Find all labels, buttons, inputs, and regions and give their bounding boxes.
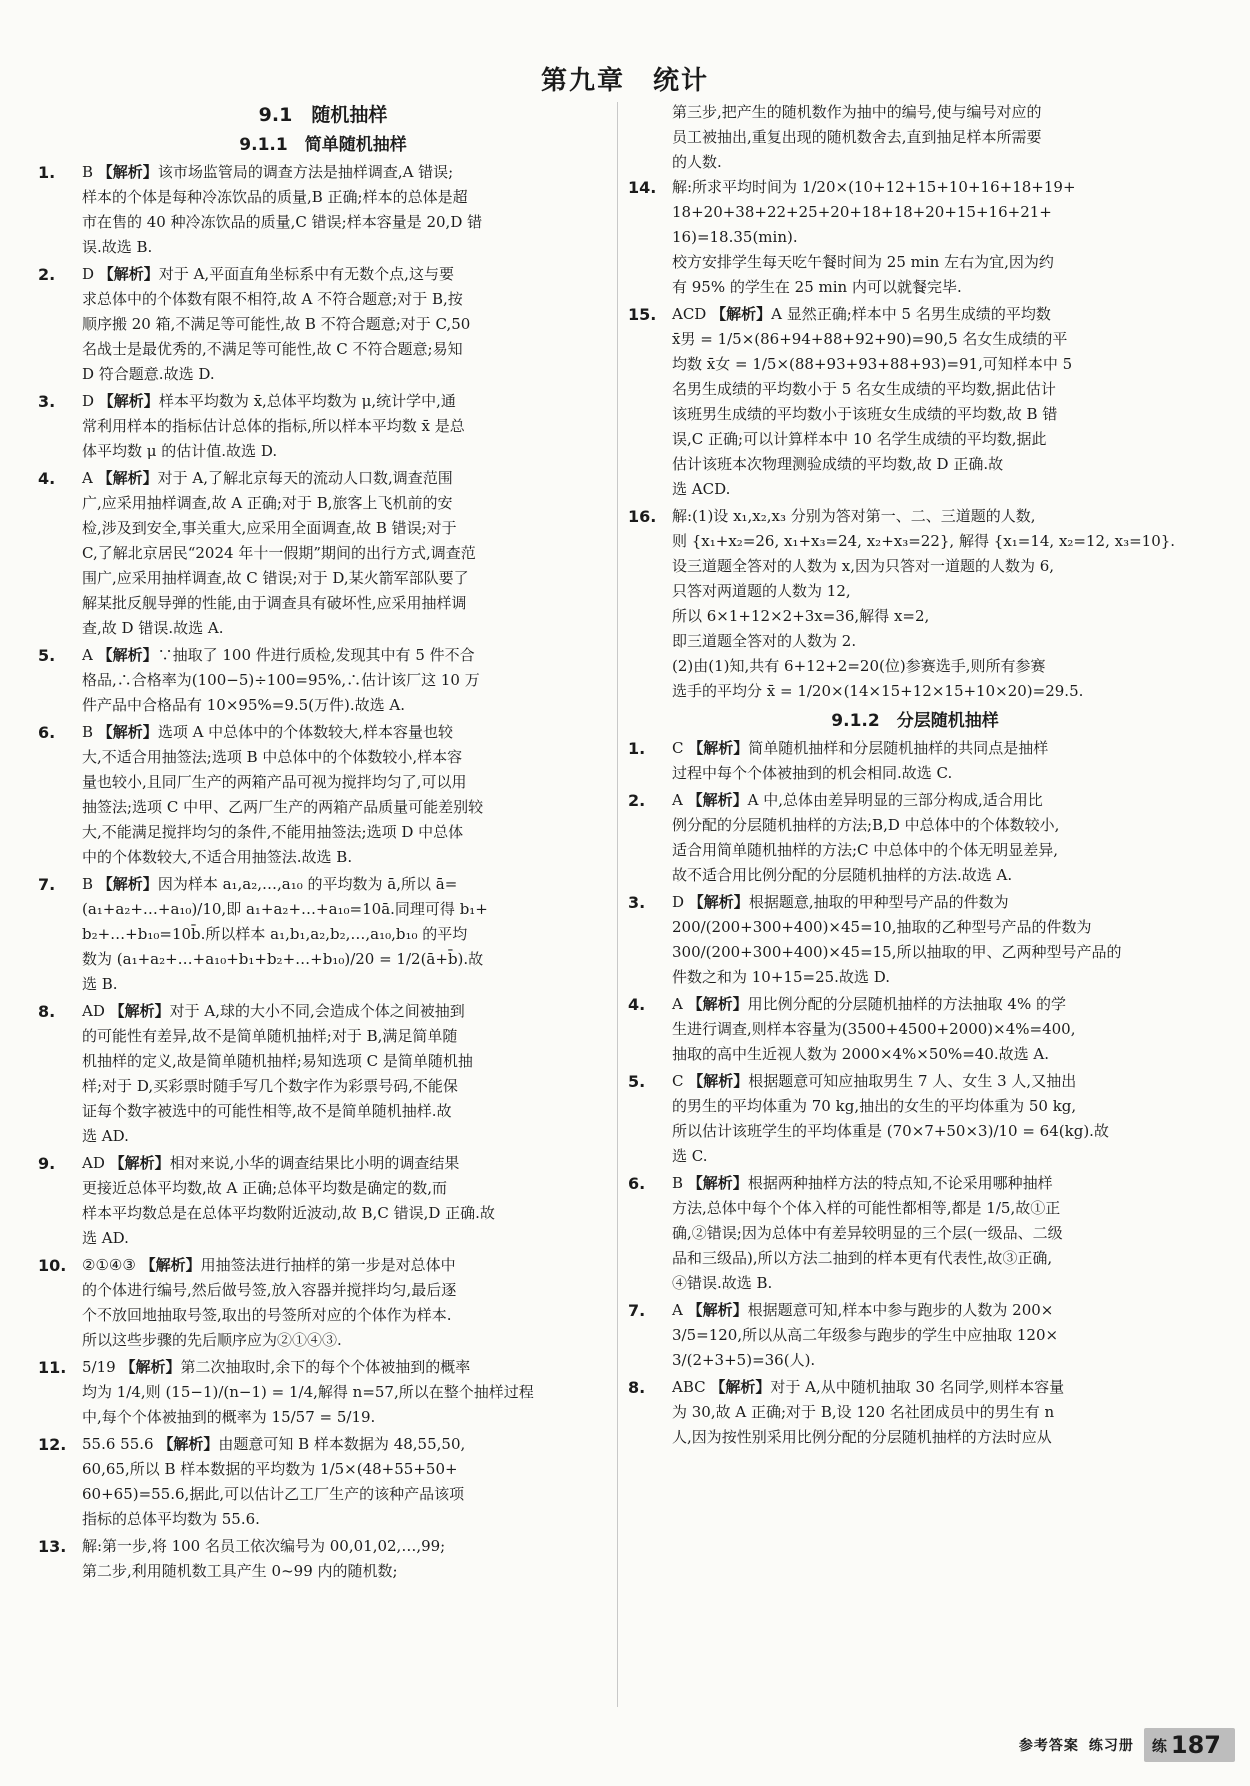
answer-line: 指标的总体平均数为 55.6. (82, 1510, 260, 1528)
answer-text (672, 504, 1202, 704)
answer-item (628, 890, 1202, 990)
answer-line: D 【解析】样本平均数为 x̄,总体平均数为 μ,统计学中,通 (82, 392, 456, 410)
answer-number: 8. (628, 1378, 646, 1397)
answer-line: 中的个体数较大,不适合用抽签法.故选 B. (82, 848, 353, 866)
answer-text (672, 1375, 1202, 1450)
analysis-tag: 【解析】 (687, 995, 748, 1013)
answer-line: 选 AD. (82, 1229, 129, 1247)
answer-line: 3/5=120,所以从高二年级参与跑步的学生中应抽取 120× (672, 1326, 1059, 1344)
analysis-tag: 【解析】 (109, 1002, 170, 1020)
answer-line: 求总体中的个体数有限不相符,故 A 不符合题意;对于 B,按 (82, 290, 463, 308)
answer-line: 名男生成绩的平均数小于 5 名女生成绩的平均数,据此估计 (672, 380, 1056, 398)
answer-line: 件数之和为 10+15=25.故选 D. (672, 968, 890, 986)
answer-line: AD 【解析】相对来说,小华的调查结果比小明的调查结果 (82, 1154, 460, 1172)
answer-number: 9. (38, 1154, 56, 1173)
answer-item (628, 1069, 1202, 1169)
answer-line: 估计该班本次物理测验成绩的平均数,故 D 正确.故 (672, 455, 1004, 473)
answer-line: (a₁+a₂+…+a₁₀)/10,即 a₁+a₂+…+a₁₀=10ā.同理可得 b₁+ (82, 900, 488, 918)
answer-number: 5. (628, 1072, 646, 1091)
answer-line: 200/(200+300+400)×45=10,抽取的乙种型号产品的件数为 (672, 918, 1092, 936)
answer-line: 均数 x̄女 = 1/5×(88+93+93+88+93)=91,可知样本中 5 (672, 355, 1073, 373)
answer-number: 15. (628, 305, 657, 324)
answer-line: 抽取的高中生近视人数为 2000×4%×50%=40.故选 A. (672, 1045, 1050, 1063)
page-footer (935, 1728, 1235, 1762)
answer-number: 13. (38, 1537, 67, 1556)
answer-text (672, 890, 1202, 990)
answer-text (672, 1298, 1202, 1373)
answer-item (628, 302, 1202, 502)
answer-line: 广,应采用抽样调查,故 A 正确;对于 B,旅客上飞机前的安 (82, 494, 453, 512)
answer-text (672, 788, 1202, 888)
answer-line: 机抽样的定义,故是简单随机抽样;易知选项 C 是简单随机抽 (82, 1052, 473, 1070)
analysis-tag: 【解析】 (710, 1378, 771, 1396)
answer-line: 设三道题全答对的人数为 x,因为只答对一道题的人数为 6, (672, 557, 1055, 575)
answer-number: 12. (38, 1435, 67, 1454)
answer-line: 检,涉及到安全,事关重大,应采用全面调查,故 B 错误;对于 (82, 519, 457, 537)
answer-item (38, 999, 608, 1149)
subsection-title-9-1-2: 9.1.2 分层随机抽样 (831, 711, 999, 731)
answer-line: D 【解析】根据题意,抽取的甲种型号产品的件数为 (672, 893, 1009, 911)
answer-line: 样本平均数总是在总体平均数附近波动,故 B,C 错误,D 正确.故 (82, 1204, 495, 1222)
answer-line: 60,65,所以 B 样本数据的平均数为 1/5×(48+55+50+ (82, 1460, 458, 1478)
answer-line: 大,不适合用抽签法;选项 B 中总体中的个体数较小,样本容 (82, 748, 463, 766)
answer-line: C 【解析】根据题意可知应抽取男生 7 人、女生 3 人,又抽出 (672, 1072, 1077, 1090)
left-column (38, 100, 608, 1586)
answer-text (82, 1432, 608, 1532)
footer-workbook: 练习册 (1088, 1738, 1134, 1754)
footer-answers: 参考答案 (1018, 1738, 1079, 1754)
answer-line: 18+20+38+22+25+20+18+18+20+15+16+21+ (672, 203, 1052, 221)
page-number: 187 (1170, 1731, 1221, 1759)
answer-line: A 【解析】∵抽取了 100 件进行质检,发现其中有 5 件不合 (82, 646, 475, 664)
answer-list-right (628, 175, 1202, 704)
answer-text (82, 1534, 608, 1584)
answer-line: 常利用样本的指标估计总体的指标,所以样本平均数 x̄ 是总 (82, 417, 465, 435)
answer-line: 证每个数字被选中的可能性相等,故不是简单随机抽样.故 (82, 1102, 452, 1120)
answer-number: 4. (628, 995, 646, 1014)
answer-line: 格品,∴合格率为(100−5)÷100=95%,∴估计该厂这 10 万 (82, 671, 480, 689)
answer-line: 过程中每个个体被抽到的机会相同.故选 C. (672, 764, 953, 782)
answer-line: 查,故 D 错误.故选 A. (82, 619, 224, 637)
answer-line: 有 95% 的学生在 25 min 内可以就餐完毕. (672, 278, 962, 296)
answer-text (82, 1151, 608, 1251)
answer-line: 方法,总体中每个个体入样的可能性都相等,都是 1/5,故①正 (672, 1199, 1061, 1217)
answer-line: 品和三级品),所以方法二抽到的样本更有代表性,故③正确, (672, 1249, 1053, 1267)
answer-line: AD 【解析】对于 A,球的大小不同,会造成个体之间被抽到 (82, 1002, 465, 1020)
answer-item (628, 736, 1202, 786)
answer-line: 适合用简单随机抽样的方法;C 中总体中的个体无明显差异, (672, 841, 1059, 859)
answer-line: 故不适合用比例分配的分层随机抽样的方法.故选 A. (672, 866, 1013, 884)
answer-text (82, 389, 608, 464)
answer-line: 选 B. (82, 975, 118, 993)
answer-line: 量也较小,且同厂生产的两箱产品可视为搅拌均匀了,可以用 (82, 773, 467, 791)
answer-line: 体平均数 μ 的估计值.故选 D. (82, 442, 278, 460)
answer-line: 的个体进行编号,然后做号签,放入容器并搅拌均匀,最后逐 (82, 1281, 457, 1299)
analysis-tag: 【解析】 (140, 1256, 201, 1274)
answer-line: 员工被抽出,重复出现的随机数舍去,直到抽足样本所需要 (672, 128, 1042, 146)
analysis-tag: 【解析】 (687, 1301, 748, 1319)
answer-line: 第二步,利用随机数工具产生 0~99 内的随机数; (82, 1562, 398, 1580)
answer-number: 7. (628, 1301, 646, 1320)
right-column (628, 100, 1202, 1452)
answer-text (82, 999, 608, 1149)
answer-line: 误,C 正确;可以计算样本中 10 名学生成绩的平均数,据此 (672, 430, 1047, 448)
answer-number: 1. (628, 739, 646, 758)
answer-line: (2)由(1)知,共有 6+12+2=20(位)参赛选手,则所有参赛 (672, 657, 1046, 675)
answer-text (82, 1355, 608, 1430)
answer-line: 解:所求平均时间为 1/20×(10+12+15+10+16+18+19+ (672, 178, 1076, 196)
answer-number: 3. (628, 893, 646, 912)
answer-line: 的可能性有差异,故不是简单随机抽样;对于 B,满足简单随 (82, 1027, 458, 1045)
answer-line: ④错误.故选 B. (672, 1274, 773, 1292)
analysis-tag: 【解析】 (97, 163, 158, 181)
answer-line: C,了解北京居民“2024 年十一假期”期间的出行方式,调查范 (82, 544, 476, 562)
answer-line: 解某批反舰导弹的性能,由于调查具有破坏性,应采用抽样调 (82, 594, 467, 612)
answer-line: 即三道题全答对的人数为 2. (672, 632, 857, 650)
answer-line: B 【解析】该市场监管局的调查方法是抽样调查,A 错误; (82, 163, 454, 181)
answer-line: B 【解析】因为样本 a₁,a₂,…,a₁₀ 的平均数为 ā,所以 ā= (82, 875, 458, 893)
answer-line: 所以估计该班学生的平均体重是 (70×7+50×3)/10 = 64(kg).故 (672, 1122, 1109, 1140)
analysis-tag: 【解析】 (109, 1154, 170, 1172)
answer-line: 抽签法;选项 C 中甲、乙两厂生产的两箱产品质量可能差别较 (82, 798, 484, 816)
answer-item (628, 1298, 1202, 1373)
answer-item (38, 1534, 608, 1584)
answer-line: 300/(200+300+400)×45=15,所以抽取的甲、乙两种型号产品的 (672, 943, 1122, 961)
answer-line: 解:(1)设 x₁,x₂,x₃ 分别为答对第一、二、三道题的人数, (672, 507, 1036, 525)
analysis-tag: 【解析】 (687, 791, 748, 809)
answer-line: 名战士是最优秀的,不满足等可能性,故 C 不符合题意;易知 (82, 340, 463, 358)
answer-line: 个不放回地抽取号签,取出的号签所对应的个体作为样本. (82, 1306, 452, 1324)
answer-line: C 【解析】简单随机抽样和分层随机抽样的共同点是抽样 (672, 739, 1049, 757)
answer-number: 1. (38, 163, 56, 182)
answer-item (628, 1375, 1202, 1450)
answer-item (38, 262, 608, 387)
answer-line: 确,②错误;因为总体中有差异较明显的三个层(一级品、二级 (672, 1224, 1063, 1242)
answer-item (38, 1151, 608, 1251)
answer-line: 55.6 55.6 【解析】由题意可知 B 样本数据为 48,55,50, (82, 1435, 466, 1453)
answer-line: 人,因为按性别采用比例分配的分层随机抽样的方法时应从 (672, 1428, 1052, 1446)
page-mark: 练 (1151, 1736, 1167, 1755)
answer-item (628, 504, 1202, 704)
answer-number: 3. (38, 392, 56, 411)
answer-line: A 【解析】根据题意可知,样本中参与跑步的人数为 200× (672, 1301, 1054, 1319)
answer-line: D 【解析】对于 A,平面直角坐标系中有无数个点,这与要 (82, 265, 454, 283)
answer-line: 则 {x₁+x₂=26, x₁+x₃=24, x₂+x₃=22}, 解得 {x₁=14, x₂=12, x₃=10}. (672, 532, 1176, 550)
analysis-tag: 【解析】 (97, 646, 158, 664)
answer-number: 7. (38, 875, 56, 894)
answer-text (672, 1171, 1202, 1296)
answer-line: 样本的个体是每种冷冻饮品的质量,B 正确;样本的总体是超 (82, 188, 468, 206)
answer-line: 只答对两道题的人数为 12, (672, 582, 851, 600)
answer-13-continued (628, 100, 1202, 175)
answer-line: A 【解析】对于 A,了解北京每天的流动人口数,调查范围 (82, 469, 453, 487)
answer-line: 市在售的 40 种冷冻饮品的质量,C 错误;样本容量是 20,D 错 (82, 213, 483, 231)
analysis-tag: 【解析】 (688, 1072, 749, 1090)
analysis-tag: 【解析】 (97, 469, 158, 487)
analysis-tag: 【解析】 (97, 875, 158, 893)
answer-line: 为 30,故 A 正确;对于 B,设 120 名社团成员中的男生有 n (672, 1403, 1055, 1421)
answer-item (38, 643, 608, 718)
answer-number: 16. (628, 507, 657, 526)
answer-line: ②①④③ 【解析】用抽签法进行抽样的第一步是对总体中 (82, 1256, 456, 1274)
answer-item (38, 872, 608, 997)
analysis-tag: 【解析】 (687, 1174, 748, 1192)
answer-line: 所以 6×1+12×2+3x=36,解得 x=2, (672, 607, 930, 625)
answer-number: 6. (38, 723, 56, 742)
analysis-tag: 【解析】 (711, 305, 772, 323)
answer-number: 14. (628, 178, 657, 197)
answer-line: 3/(2+3+5)=36(人). (672, 1351, 816, 1369)
answer-number: 10. (38, 1256, 67, 1275)
answer-text (672, 302, 1202, 502)
answer-text (82, 720, 608, 870)
answer-item (38, 1253, 608, 1353)
analysis-tag: 【解析】 (98, 265, 159, 283)
answer-line: 样;对于 D,买彩票时随手写几个数字作为彩票号码,不能保 (82, 1077, 458, 1095)
answer-line: 5/19 【解析】第二次抽取时,余下的每个个体被抽到的概率 (82, 1358, 471, 1376)
answer-list-left (38, 160, 608, 1584)
answer-text (82, 643, 608, 718)
answer-line: 选 ACD. (672, 480, 731, 498)
answer-line: 解:第一步,将 100 名员工依次编号为 00,01,02,…,99; (82, 1537, 446, 1555)
answer-text (672, 1069, 1202, 1169)
answer-line: 第三步,把产生的随机数作为抽中的编号,使与编号对应的 (672, 103, 1042, 121)
answer-line: 误.故选 B. (82, 238, 153, 256)
answer-line: 的男生的平均体重为 70 kg,抽出的女生的平均体重为 50 kg, (672, 1097, 1077, 1115)
answer-line: 校方安排学生每天吃午餐时间为 25 min 左右为宜,因为约 (672, 253, 1054, 271)
answer-item (628, 992, 1202, 1067)
answer-number: 11. (38, 1358, 67, 1377)
answer-text (82, 466, 608, 641)
answer-line: B 【解析】根据两种抽样方法的特点知,不论采用哪种抽样 (672, 1174, 1053, 1192)
answer-text (82, 1253, 608, 1353)
answer-line: D 符合题意.故选 D. (82, 365, 215, 383)
answer-number: 2. (38, 265, 56, 284)
answer-line: 围广,应采用抽样调查,故 C 错误;对于 D,某火箭军部队要了 (82, 569, 469, 587)
answer-item (38, 389, 608, 464)
answer-line: 例分配的分层随机抽样的方法;B,D 中总体中的个体数较小, (672, 816, 1060, 834)
subsection-title-9-1-1: 9.1.1 简单随机抽样 (239, 135, 407, 155)
answer-item (38, 720, 608, 870)
answer-text (82, 160, 608, 260)
answer-list-right-9-1-2 (628, 736, 1202, 1450)
column-divider (617, 102, 618, 1707)
answer-line: x̄男 = 1/5×(86+94+88+92+90)=90,5 名女生成绩的平 (672, 330, 1068, 348)
answer-line: B 【解析】选项 A 中总体中的个体数较大,样本容量也较 (82, 723, 453, 741)
answer-line: 选手的平均分 x̄ = 1/20×(14×15+12×15+10×20)=29.5. (672, 682, 1084, 700)
answer-number: 2. (628, 791, 646, 810)
analysis-tag: 【解析】 (97, 723, 158, 741)
answer-line: b₂+…+b₁₀=10b̄.所以样本 a₁,b₁,a₂,b₂,…,a₁₀,b₁₀ 的平均 (82, 925, 468, 943)
answer-item (38, 1432, 608, 1532)
answer-line: 生进行调查,则样本容量为(3500+4500+2000)×4%=400, (672, 1020, 1076, 1038)
answer-line: A 【解析】用比例分配的分层随机抽样的方法抽取 4% 的学 (672, 995, 1066, 1013)
answer-line: 所以这些步骤的先后顺序应为②①④③. (82, 1331, 342, 1349)
answer-line: 数为 (a₁+a₂+…+a₁₀+b₁+b₂+…+b₁₀)/20 = 1/2(ā+b̄).故 (82, 950, 484, 968)
answer-number: 5. (38, 646, 56, 665)
page-number-box (1144, 1728, 1235, 1762)
answer-text (672, 736, 1202, 786)
answer-line: 选 C. (672, 1147, 708, 1165)
answer-item (38, 1355, 608, 1430)
answer-line: A 【解析】A 中,总体由差异明显的三部分构成,适合用比 (672, 791, 1043, 809)
analysis-tag: 【解析】 (98, 392, 159, 410)
answer-line: 顺序搬 20 箱,不满足等可能性,故 B 不符合题意;对于 C,50 (82, 315, 471, 333)
answer-number: 8. (38, 1002, 56, 1021)
answer-line: 件产品中合格品有 10×95%=9.5(万件).故选 A. (82, 696, 406, 714)
answer-line: 选 AD. (82, 1127, 129, 1145)
answer-line: 60+65)=55.6,据此,可以估计乙工厂生产的该种产品该项 (82, 1485, 465, 1503)
answer-line: 大,不能满足搅拌均匀的条件,不能用抽签法;选项 D 中总体 (82, 823, 464, 841)
analysis-tag: 【解析】 (688, 739, 749, 757)
answer-line: ACD 【解析】A 显然正确;样本中 5 名男生成绩的平均数 (672, 305, 1051, 323)
answer-item (38, 160, 608, 260)
answer-line: ABC 【解析】对于 A,从中随机抽取 30 名同学,则样本容量 (672, 1378, 1065, 1396)
answer-line: 更接近总体平均数,故 A 正确;总体平均数是确定的数,而 (82, 1179, 447, 1197)
answer-text (82, 872, 608, 997)
answer-item (628, 788, 1202, 888)
section-title: 9.1 随机抽样 (258, 104, 388, 126)
answer-item (38, 466, 608, 641)
answer-text (82, 262, 608, 387)
answer-number: 4. (38, 469, 56, 488)
analysis-tag: 【解析】 (688, 893, 749, 911)
analysis-tag: 【解析】 (120, 1358, 181, 1376)
answer-number: 6. (628, 1174, 646, 1193)
answer-line: 的人数. (672, 153, 722, 171)
answer-text (672, 992, 1202, 1067)
analysis-tag: 【解析】 (158, 1435, 219, 1453)
answer-line: 该班男生成绩的平均数小于该班女生成绩的平均数,故 B 错 (672, 405, 1058, 423)
answer-line: 中,每个个体被抽到的概率为 15/57 = 5/19. (82, 1408, 376, 1426)
chapter-title: 第九章 统计 (540, 66, 709, 96)
answer-line: 均为 1/4,则 (15−1)/(n−1) = 1/4,解得 n=57,所以在整个抽样过程 (82, 1383, 534, 1401)
answer-item (628, 1171, 1202, 1296)
answer-item (628, 175, 1202, 300)
answer-line: 16)=18.35(min). (672, 228, 798, 246)
answer-text (672, 175, 1202, 300)
